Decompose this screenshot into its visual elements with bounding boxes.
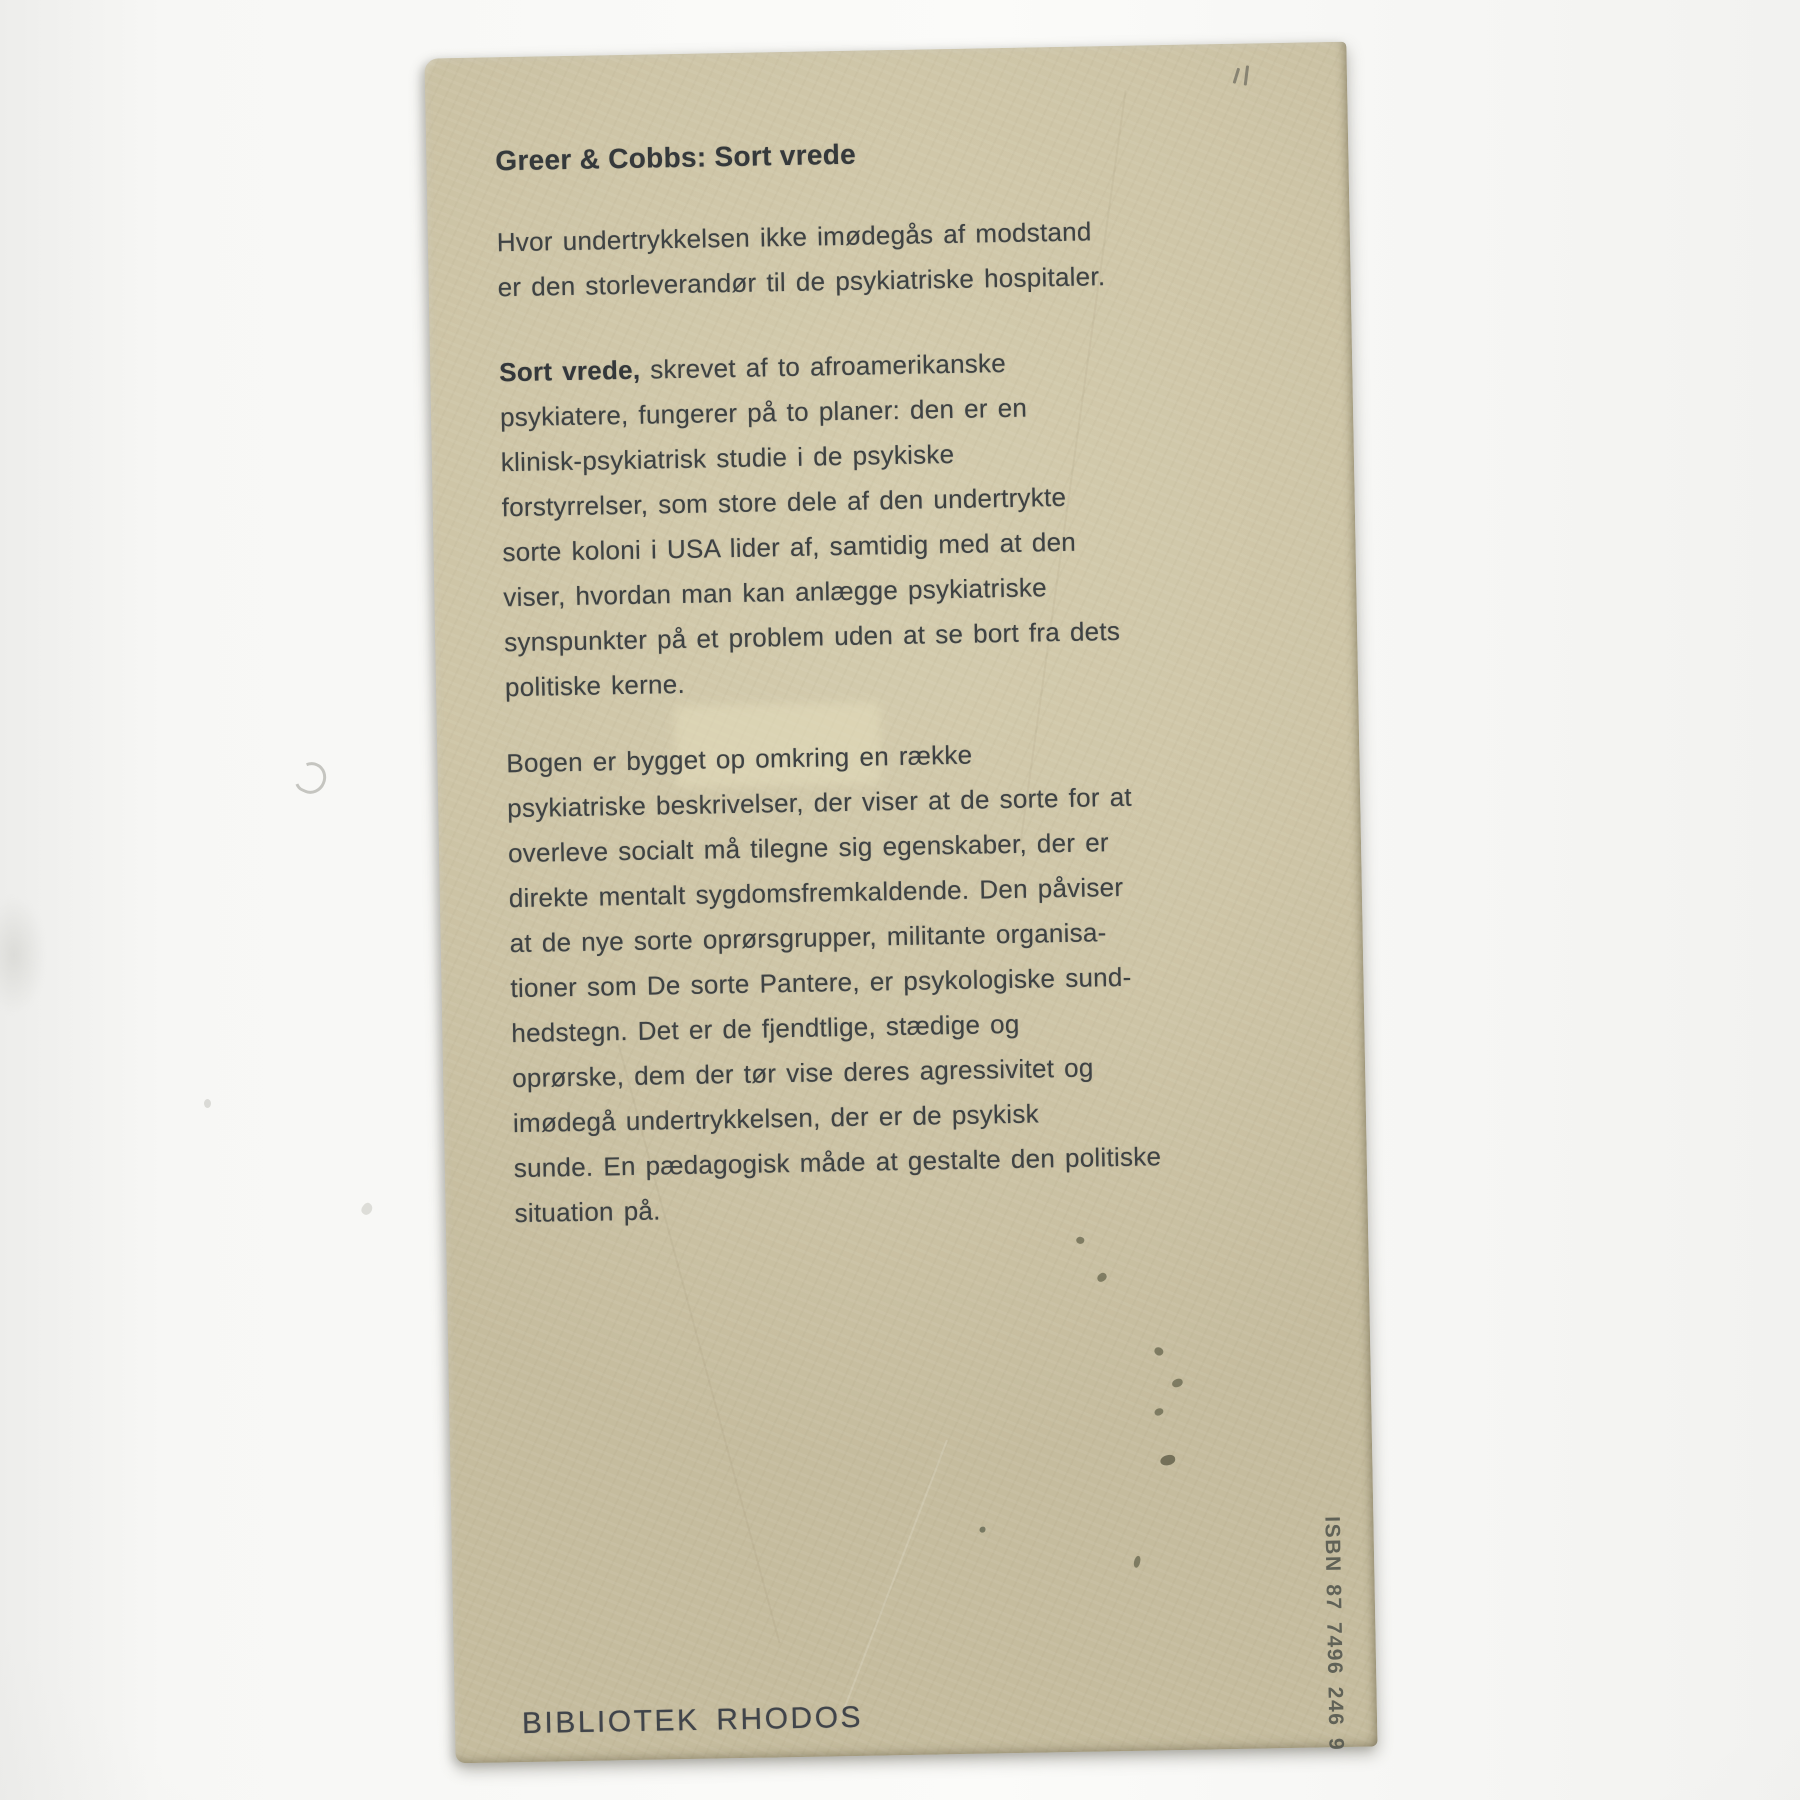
cover-speck: [1160, 1454, 1176, 1466]
text-line: at de nye sorte oprørsgrupper, militante organisa-: [509, 917, 1107, 959]
text-line: direkte mentalt sygdomsfremkaldende. Den påviser: [508, 871, 1124, 914]
text-line: oprørske, dem der tør vise deres agressivitet og: [511, 1052, 1094, 1094]
text-line: psykiatere, fungerer på to planer: den er en: [499, 392, 1028, 433]
pencil-mark: [1244, 65, 1249, 85]
book-title-header: Greer & Cobbs: Sort vrede: [495, 138, 857, 177]
text-line: imødegå undertrykkelsen, der er de psykisk: [512, 1098, 1040, 1139]
text-line: tioner som De sorte Pantere, er psykologiske sund-: [510, 961, 1132, 1004]
text-line-rest: skrevet af to afroamerikanske: [639, 347, 1007, 385]
backdrop-speck: [204, 1099, 211, 1108]
text-line: Hvor undertrykkelsen ikke imødegås af modstand: [496, 216, 1092, 258]
text-line: viser, hvordan man kan anlægge psykiatriske: [503, 572, 1048, 613]
text-line: klinisk-psykiatrisk studie i de psykiske: [500, 438, 955, 478]
text-line: sorte koloni i USA lider af, samtidig med at den: [502, 526, 1077, 568]
book-back-cover: [424, 42, 1377, 1764]
cover-speck: [979, 1527, 985, 1533]
cover-speck: [1153, 1407, 1164, 1418]
text-line: forstyrrelser, som store dele af den undertrykte: [501, 481, 1067, 523]
backdrop-speck: [359, 1201, 374, 1217]
text-line: sunde. En pædagogisk måde at gestalte den politiske: [513, 1141, 1162, 1184]
cover-speck: [1075, 1236, 1085, 1245]
about-book-paragraph: [499, 339, 1122, 710]
intro-paragraph: [496, 209, 1105, 310]
cover-crease: [839, 1440, 948, 1721]
text-line: psykiatriske beskrivelser, der viser at de sorte for at: [506, 781, 1133, 824]
text-line: er den storleverandør til de psykiatriske hospitaler.: [497, 261, 1106, 303]
text-line: hedstegn. Det er de fjendtlige, stædige og: [511, 1008, 1020, 1049]
isbn-vertical-text: ISBN 87 7496 246 9: [1320, 1515, 1348, 1752]
text-line: overleve socialt må tilegne sig egenskaber, der er: [507, 827, 1110, 869]
backdrop-scratch-mark: [291, 757, 331, 798]
text-line: politiske kerne.: [504, 668, 686, 703]
cover-speck: [1096, 1271, 1109, 1283]
text-line: situation på.: [514, 1195, 661, 1229]
pencil-mark: [1233, 68, 1241, 84]
cover-speck: [1133, 1555, 1141, 1568]
cover-speck: [1171, 1378, 1184, 1389]
publisher-imprint: BIBLIOTEK RHODOS: [521, 1700, 864, 1741]
text-line: synspunkter på et problem uden at se bort fra dets: [503, 615, 1121, 658]
text-line: Bogen er bygget op omkring en række: [506, 739, 973, 779]
backdrop-edge-smudge: [0, 895, 46, 1015]
book-title-emphasis: Sort vrede,: [498, 354, 641, 388]
description-paragraph: [506, 729, 1162, 1236]
cover-speck: [1153, 1345, 1165, 1357]
